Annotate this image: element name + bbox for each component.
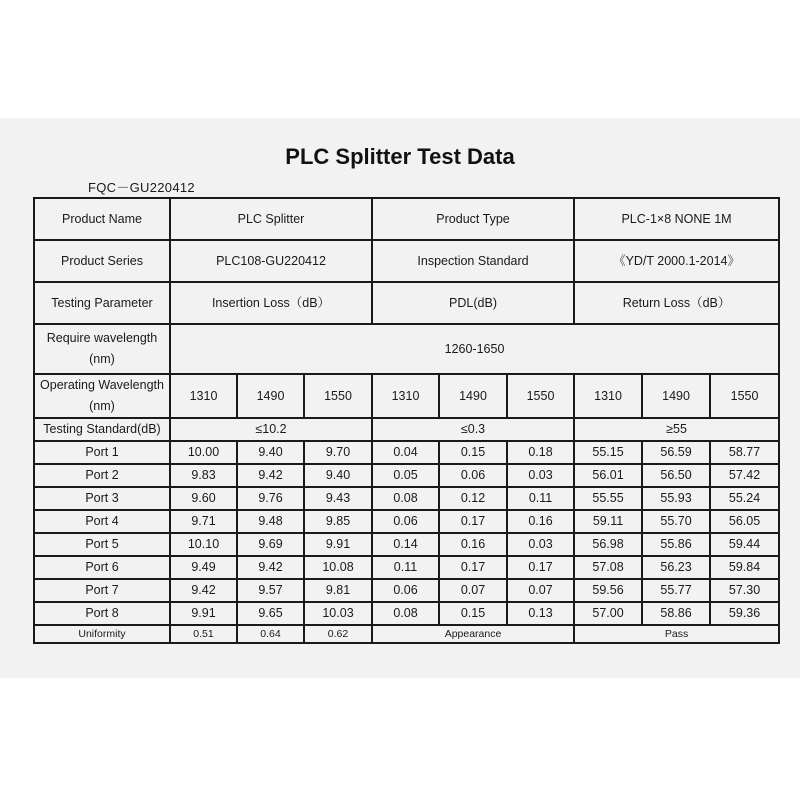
port-value-cell: 57.30 bbox=[710, 579, 779, 602]
row-product-series bbox=[34, 240, 779, 282]
port-value-cell: 9.83 bbox=[170, 464, 237, 487]
port-label: Port 5 bbox=[34, 533, 170, 556]
port-value-cell: 0.03 bbox=[507, 533, 574, 556]
port-label: Port 8 bbox=[34, 602, 170, 625]
port-value-cell: 0.08 bbox=[372, 602, 439, 625]
port-value-cell: 9.57 bbox=[237, 579, 304, 602]
port-value-cell: 9.69 bbox=[237, 533, 304, 556]
standard-return-loss: ≥55 bbox=[574, 418, 779, 441]
port-value-cell: 55.15 bbox=[574, 441, 642, 464]
port-value-cell: 55.77 bbox=[642, 579, 710, 602]
port-value-cell: 0.13 bbox=[507, 602, 574, 625]
port-value-cell: 0.06 bbox=[372, 510, 439, 533]
port-value-cell: 56.59 bbox=[642, 441, 710, 464]
port-value-cell: 9.91 bbox=[170, 602, 237, 625]
port-value-cell: 56.05 bbox=[710, 510, 779, 533]
row-require-wavelength bbox=[34, 324, 779, 374]
port-label: Port 3 bbox=[34, 487, 170, 510]
uniformity-value: 0.51 bbox=[170, 625, 237, 643]
product-type-label: Product Type bbox=[372, 198, 574, 240]
port-value-cell: 0.14 bbox=[372, 533, 439, 556]
port-value-cell: 0.15 bbox=[439, 441, 507, 464]
port-value-cell: 9.42 bbox=[170, 579, 237, 602]
port-value-cell: 56.23 bbox=[642, 556, 710, 579]
document-title: PLC Splitter Test Data bbox=[285, 144, 515, 169]
port-label: Port 7 bbox=[34, 579, 170, 602]
port-value-cell: 9.76 bbox=[237, 487, 304, 510]
port-value-cell: 0.07 bbox=[439, 579, 507, 602]
inspection-standard-value: 《YD/T 2000.1-2014》 bbox=[574, 240, 779, 282]
port-value-cell: 55.93 bbox=[642, 487, 710, 510]
port-value-cell: 10.00 bbox=[170, 441, 237, 464]
standard-insertion-loss: ≤10.2 bbox=[170, 418, 372, 441]
port-value-cell: 9.71 bbox=[170, 510, 237, 533]
testing-standard-label: Testing Standard(dB) bbox=[34, 418, 170, 441]
port-value-cell: 9.42 bbox=[237, 556, 304, 579]
port-row bbox=[34, 579, 779, 602]
port-value-cell: 55.70 bbox=[642, 510, 710, 533]
standard-pdl: ≤0.3 bbox=[372, 418, 574, 441]
port-row bbox=[34, 487, 779, 510]
port-value-cell: 9.85 bbox=[304, 510, 372, 533]
port-value-cell: 0.18 bbox=[507, 441, 574, 464]
product-type-value: PLC-1×8 NONE 1M bbox=[574, 198, 779, 240]
port-row bbox=[34, 533, 779, 556]
port-value-cell: 0.17 bbox=[439, 556, 507, 579]
port-value-cell: 0.11 bbox=[372, 556, 439, 579]
test-data-table bbox=[33, 197, 780, 644]
param-return-loss: Return Loss（dB） bbox=[574, 282, 779, 324]
port-value-cell: 0.07 bbox=[507, 579, 574, 602]
product-series-label: Product Series bbox=[34, 240, 170, 282]
row-uniformity bbox=[34, 625, 779, 643]
wavelength-cell: 1490 bbox=[237, 374, 304, 418]
port-value-cell: 10.03 bbox=[304, 602, 372, 625]
uniformity-label: Uniformity bbox=[34, 625, 170, 643]
product-series-value: PLC108-GU220412 bbox=[170, 240, 372, 282]
port-value-cell: 59.44 bbox=[710, 533, 779, 556]
port-value-cell: 59.36 bbox=[710, 602, 779, 625]
wavelength-cell: 1310 bbox=[170, 374, 237, 418]
require-wavelength-label: Require wavelength (nm) bbox=[34, 324, 170, 374]
port-value-cell: 9.40 bbox=[304, 464, 372, 487]
port-row bbox=[34, 464, 779, 487]
inspection-standard-label: Inspection Standard bbox=[372, 240, 574, 282]
port-value-cell: 10.10 bbox=[170, 533, 237, 556]
port-value-cell: 9.65 bbox=[237, 602, 304, 625]
port-row bbox=[34, 510, 779, 533]
port-value-cell: 57.08 bbox=[574, 556, 642, 579]
port-value-cell: 59.56 bbox=[574, 579, 642, 602]
port-value-cell: 57.42 bbox=[710, 464, 779, 487]
port-value-cell: 9.43 bbox=[304, 487, 372, 510]
port-value-cell: 9.42 bbox=[237, 464, 304, 487]
port-value-cell: 58.86 bbox=[642, 602, 710, 625]
wavelength-cell: 1550 bbox=[304, 374, 372, 418]
uniformity-value: 0.64 bbox=[237, 625, 304, 643]
port-value-cell: 59.11 bbox=[574, 510, 642, 533]
row-testing-standard bbox=[34, 418, 779, 441]
wavelength-cell: 1490 bbox=[642, 374, 710, 418]
port-value-cell: 55.86 bbox=[642, 533, 710, 556]
port-value-cell: 0.05 bbox=[372, 464, 439, 487]
port-value-cell: 0.15 bbox=[439, 602, 507, 625]
port-value-cell: 9.48 bbox=[237, 510, 304, 533]
require-wavelength-value: 1260-1650 bbox=[170, 324, 779, 374]
port-value-cell: 59.84 bbox=[710, 556, 779, 579]
port-value-cell: 56.98 bbox=[574, 533, 642, 556]
wavelength-cell: 1310 bbox=[372, 374, 439, 418]
port-value-cell: 0.11 bbox=[507, 487, 574, 510]
port-value-cell: 9.70 bbox=[304, 441, 372, 464]
port-value-cell: 10.08 bbox=[304, 556, 372, 579]
port-label: Port 2 bbox=[34, 464, 170, 487]
param-insertion-loss: Insertion Loss（dB） bbox=[170, 282, 372, 324]
product-name-value: PLC Splitter bbox=[170, 198, 372, 240]
testing-parameter-label: Testing Parameter bbox=[34, 282, 170, 324]
port-value-cell: 9.60 bbox=[170, 487, 237, 510]
port-row bbox=[34, 441, 779, 464]
appearance-label: Appearance bbox=[372, 625, 574, 643]
port-value-cell: 0.04 bbox=[372, 441, 439, 464]
port-value-cell: 0.17 bbox=[507, 556, 574, 579]
port-value-cell: 0.12 bbox=[439, 487, 507, 510]
wavelength-cell: 1310 bbox=[574, 374, 642, 418]
port-value-cell: 56.01 bbox=[574, 464, 642, 487]
port-row bbox=[34, 602, 779, 625]
document-code: FQC－GU220412 bbox=[88, 180, 195, 195]
port-value-cell: 9.91 bbox=[304, 533, 372, 556]
port-value-cell: 55.24 bbox=[710, 487, 779, 510]
wavelength-cell: 1550 bbox=[507, 374, 574, 418]
port-value-cell: 57.00 bbox=[574, 602, 642, 625]
operating-wavelength-label: Operating Wavelength (nm) bbox=[34, 374, 170, 418]
row-product-name bbox=[34, 198, 779, 240]
port-value-cell: 0.16 bbox=[507, 510, 574, 533]
port-value-cell: 55.55 bbox=[574, 487, 642, 510]
port-value-cell: 9.81 bbox=[304, 579, 372, 602]
port-label: Port 1 bbox=[34, 441, 170, 464]
port-value-cell: 0.06 bbox=[439, 464, 507, 487]
port-value-cell: 0.16 bbox=[439, 533, 507, 556]
port-label: Port 6 bbox=[34, 556, 170, 579]
port-value-cell: 58.77 bbox=[710, 441, 779, 464]
row-testing-parameter bbox=[34, 282, 779, 324]
port-value-cell: 0.08 bbox=[372, 487, 439, 510]
port-value-cell: 0.06 bbox=[372, 579, 439, 602]
port-value-cell: 9.40 bbox=[237, 441, 304, 464]
appearance-value: Pass bbox=[574, 625, 779, 643]
port-value-cell: 0.17 bbox=[439, 510, 507, 533]
wavelength-cell: 1550 bbox=[710, 374, 779, 418]
wavelength-cell: 1490 bbox=[439, 374, 507, 418]
port-row bbox=[34, 556, 779, 579]
port-label: Port 4 bbox=[34, 510, 170, 533]
uniformity-value: 0.62 bbox=[304, 625, 372, 643]
product-name-label: Product Name bbox=[34, 198, 170, 240]
port-value-cell: 9.49 bbox=[170, 556, 237, 579]
port-value-cell: 56.50 bbox=[642, 464, 710, 487]
param-pdl: PDL(dB) bbox=[372, 282, 574, 324]
port-value-cell: 0.03 bbox=[507, 464, 574, 487]
row-operating-wavelength bbox=[34, 374, 779, 418]
